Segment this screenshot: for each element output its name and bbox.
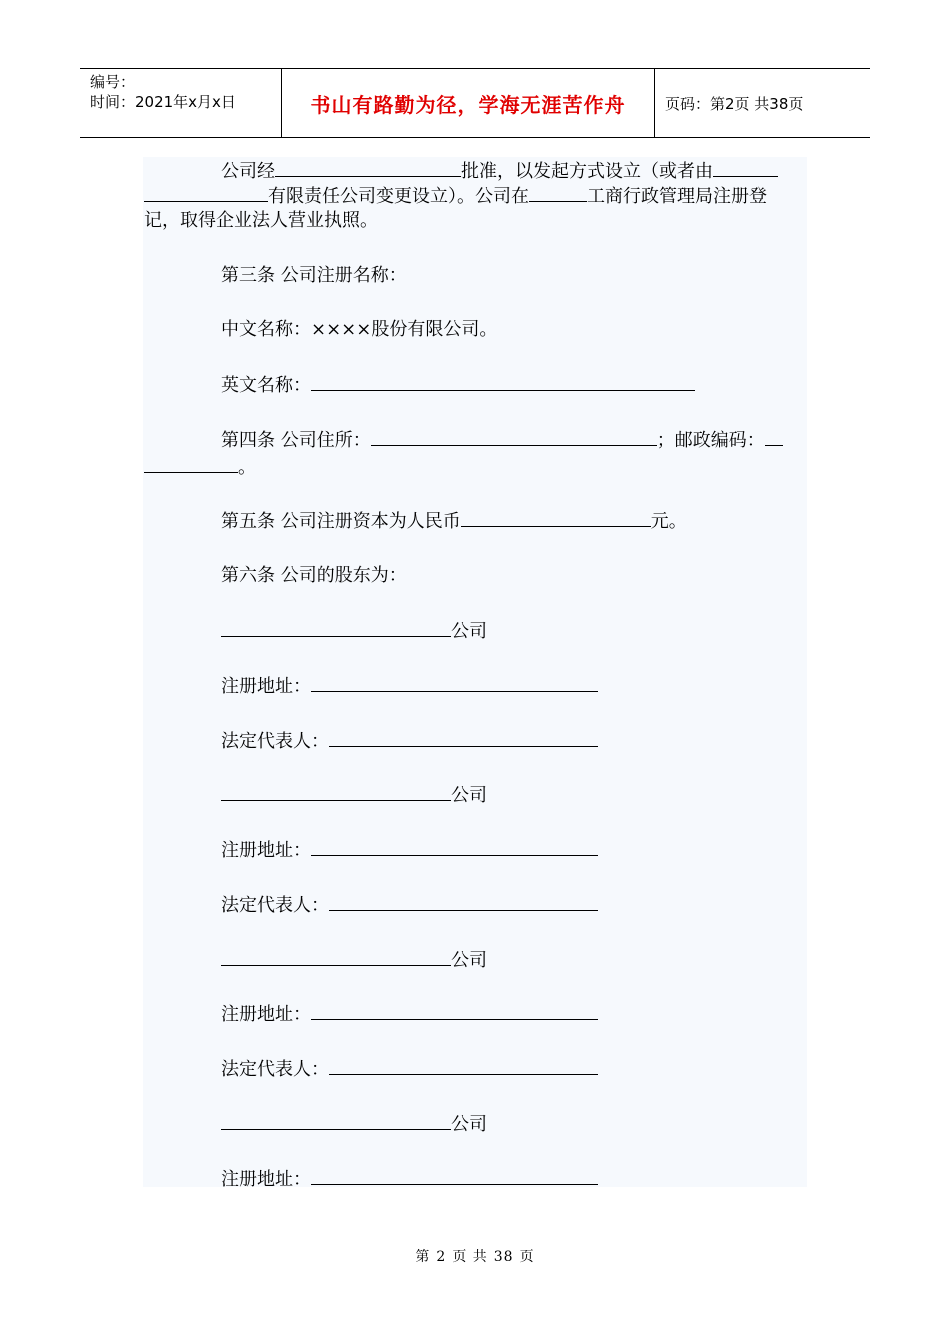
blank-shareholder-name[interactable]: [221, 948, 451, 966]
header-divider: [654, 69, 655, 137]
article4-row: 第四条 公司住所： ；邮政编码：: [221, 428, 783, 453]
shareholder-rep-row: 法定代表人：: [221, 893, 598, 918]
blank-shareholder-address[interactable]: [311, 838, 598, 856]
blank-postal-code-cont[interactable]: [144, 455, 238, 473]
blank-legal-representative[interactable]: [329, 729, 598, 747]
blank-shareholder-name[interactable]: [221, 619, 451, 637]
shareholder-address-row: 注册地址：: [221, 1167, 598, 1192]
time-label: 时间：2021年x月x日: [90, 93, 236, 111]
shareholder-rep-row: 法定代表人：: [221, 729, 598, 754]
blank-english-name[interactable]: [311, 373, 695, 391]
blank-original-company-cont[interactable]: [144, 184, 268, 202]
document-header: [80, 68, 870, 138]
shareholder-rep-row: 法定代表人：: [221, 1057, 598, 1082]
header-meta: [90, 72, 236, 112]
shareholder-company-row: 公司: [221, 783, 487, 808]
article2-line3: 记，取得企业法人营业执照。: [144, 210, 378, 231]
blank-legal-representative[interactable]: [329, 893, 598, 911]
shareholder-address-row: 注册地址：: [221, 838, 598, 863]
article5-row: 第五条 公司注册资本为人民币 元。: [221, 511, 687, 532]
english-name-row: 英文名称：: [221, 373, 695, 398]
shareholder-company-row: 公司: [221, 1112, 487, 1137]
article2-line2: 有限责任公司变更设立）。公司在 工商行政管理局注册登: [144, 184, 767, 209]
blank-shareholder-name[interactable]: [221, 1112, 451, 1130]
header-motto: 书山有路勤为径，学海无涯苦作舟: [310, 92, 626, 117]
footer-total-pages: 38: [493, 1249, 514, 1265]
blank-legal-representative[interactable]: [329, 1057, 598, 1075]
blank-company-address[interactable]: [371, 428, 657, 446]
article2-line1: 公司经 批准，以发起方式设立（或者由: [221, 159, 778, 184]
blank-shareholder-address[interactable]: [311, 1002, 598, 1020]
blank-registration-bureau[interactable]: [529, 184, 587, 202]
blank-shareholder-address[interactable]: [311, 1167, 598, 1185]
header-page-info: 页码：第2页 共38页: [665, 94, 804, 113]
blank-approval-authority[interactable]: [275, 159, 461, 177]
shareholder-company-row: 公司: [221, 948, 487, 973]
code-label: 编号：: [90, 73, 136, 91]
shareholder-address-row: 注册地址：: [221, 674, 598, 699]
blank-postal-code[interactable]: [765, 428, 783, 446]
article6-title: 第六条 公司的股东为：: [221, 565, 407, 586]
document-body: [143, 157, 807, 1187]
footer-page-number: 2: [436, 1249, 447, 1265]
blank-registered-capital[interactable]: [461, 509, 651, 527]
blank-original-company[interactable]: [713, 159, 778, 177]
chinese-name: 中文名称：××××股份有限公司。: [221, 319, 498, 340]
shareholder-address-row: 注册地址：: [221, 1002, 598, 1027]
article4-row-cont: 。: [144, 455, 256, 480]
blank-shareholder-address[interactable]: [311, 674, 598, 692]
shareholder-company-row: 公司: [221, 619, 487, 644]
article3-title: 第三条 公司注册名称：: [221, 265, 407, 286]
blank-shareholder-name[interactable]: [221, 783, 451, 801]
page-footer: 第 2 页 共 38 页: [415, 1249, 535, 1265]
